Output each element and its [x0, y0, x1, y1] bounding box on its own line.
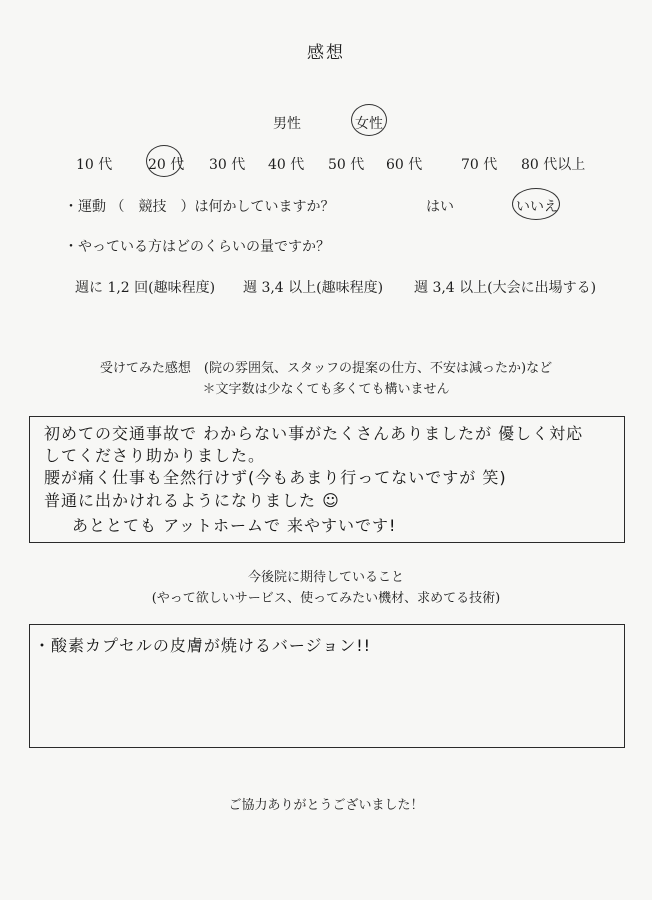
impressions-note: ＊文字数は少なくても多くても構いません	[202, 382, 450, 397]
thanks-message: ご協力ありがとうございました！	[228, 798, 424, 813]
exercise-no: いいえ	[516, 199, 558, 215]
age-30: 30 代	[209, 157, 246, 173]
selection-circle	[512, 188, 560, 220]
handwritten-line: あととても アットホームで 来やすいです!	[72, 516, 397, 535]
age-10: 10 代	[76, 157, 113, 173]
handwritten-line: ・酸素カプセルの皮膚が焼けるバージョン!!	[34, 636, 372, 655]
selection-circle	[146, 145, 185, 177]
selection-circle	[351, 104, 387, 136]
amount-question: ・やっている方はどのくらいの量ですか？	[64, 239, 330, 255]
amount-option-3: 週 3,4 以上(大会に出場する)	[414, 280, 597, 296]
gender-female: 女性	[355, 116, 383, 132]
handwritten-line: 腰が痛く仕事も全然行けず(今もあまり行ってないですが 笑)	[44, 468, 507, 487]
page-title: 感想	[307, 43, 345, 63]
age-40: 40 代	[268, 157, 305, 173]
age-80-plus: 80 代以上	[521, 157, 586, 173]
age-50: 50 代	[328, 157, 365, 173]
impressions-box	[29, 416, 625, 543]
impressions-heading: 受けてみた感想 (院の雰囲気、スタッフの提案の仕方、不安は減ったか)など	[99, 361, 553, 376]
age-20: 20 代	[148, 157, 185, 173]
handwritten-line: してくださり助かりました。	[44, 446, 266, 465]
gender-male: 男性	[273, 116, 301, 132]
amount-option-1: 週に 1,2 回(趣味程度)	[75, 280, 216, 296]
handwritten-line: 普通に出かけれるようになりました ☺	[44, 491, 340, 510]
age-60: 60 代	[386, 157, 423, 173]
expectations-box	[29, 624, 625, 748]
expectations-heading: 今後院に期待していること	[247, 570, 404, 585]
expectations-subheading: (やって欲しいサービス、使ってみたい機材、求めてる技術)	[151, 591, 501, 606]
exercise-yes: はい	[426, 199, 454, 215]
age-70: 70 代	[461, 157, 498, 173]
handwritten-line: 初めての交通事故で わからない事がたくさんありましたが 優しく対応	[44, 424, 584, 443]
amount-option-2: 週 3,4 以上(趣味程度)	[243, 280, 384, 296]
exercise-question: ・運動 （ 競技 ）は何かしていますか？	[64, 199, 335, 215]
